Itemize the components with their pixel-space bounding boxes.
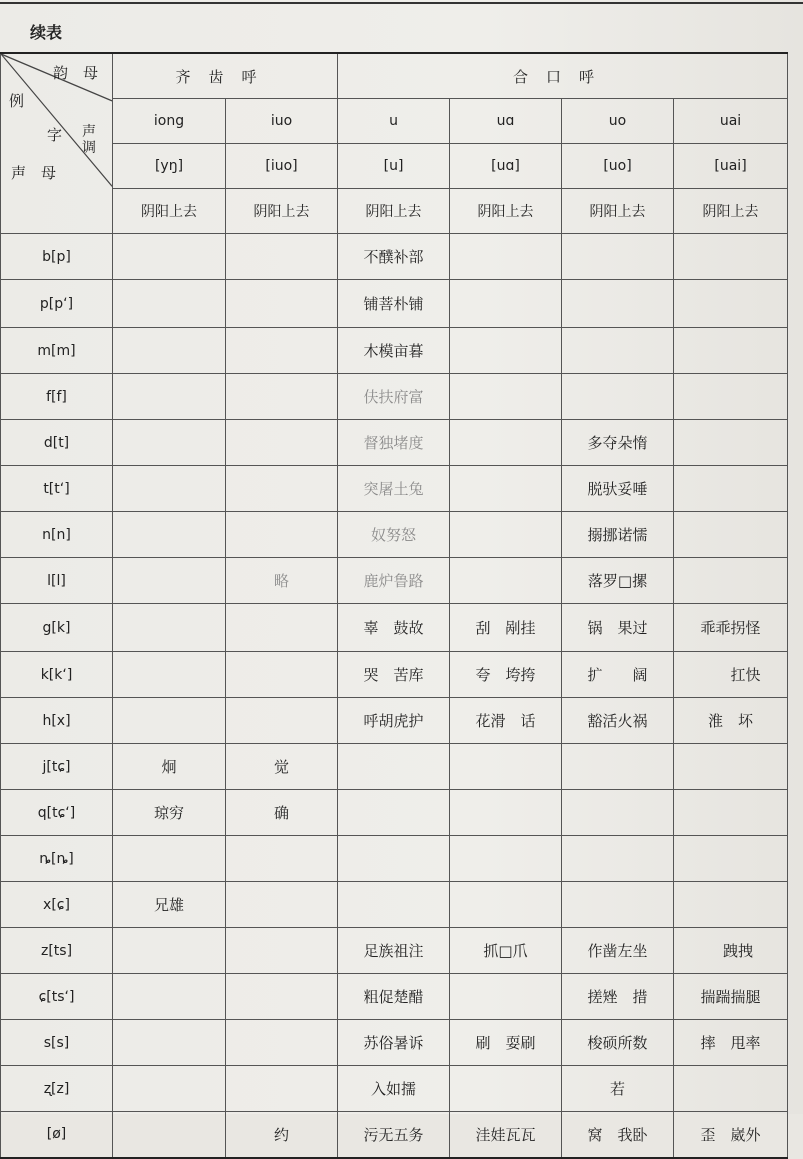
- example-cell: 伕扶府富: [338, 374, 450, 420]
- example-cell: 摔 甩率: [674, 1020, 788, 1066]
- example-cell: [450, 1066, 562, 1112]
- corner-cell: [1, 53, 113, 234]
- initial-cell: f[f]: [1, 374, 113, 420]
- example-cell: [226, 420, 338, 466]
- example-cell: 鹿炉鲁路: [338, 558, 450, 604]
- corner-shengdiao: 声调: [82, 124, 96, 156]
- initial-cell: g[k]: [1, 604, 113, 652]
- example-cell: 约: [226, 1112, 338, 1158]
- corner-shengmu: 声 母: [11, 164, 57, 182]
- initial-cell: s[s]: [1, 1020, 113, 1066]
- example-cell: [450, 974, 562, 1020]
- example-cell: 扛快: [674, 652, 788, 698]
- top-rule: [0, 2, 803, 4]
- example-cell: [226, 466, 338, 512]
- initial-cell: t[t‘]: [1, 466, 113, 512]
- col-pinyin: iong: [113, 99, 226, 144]
- example-cell: [562, 790, 674, 836]
- initial-cell: ʐ[z]: [1, 1066, 113, 1112]
- initial-cell: n[n]: [1, 512, 113, 558]
- example-cell: [113, 466, 226, 512]
- col-tones: 阴阳上去: [674, 189, 788, 234]
- example-cell: 兄雄: [113, 882, 226, 928]
- table-row: [1, 1020, 788, 1066]
- example-cell: [113, 974, 226, 1020]
- example-cell: [562, 280, 674, 328]
- table-row: [1, 420, 788, 466]
- col-pinyin: uɑ: [450, 99, 562, 144]
- example-cell: [450, 328, 562, 374]
- example-cell: 辜 鼓故: [338, 604, 450, 652]
- example-cell: [338, 882, 450, 928]
- example-cell: 锅 果过: [562, 604, 674, 652]
- vowel-table: [0, 52, 788, 1159]
- example-cell: [450, 558, 562, 604]
- example-cell: [226, 604, 338, 652]
- col-ipa: [uɑ]: [450, 144, 562, 189]
- initial-cell: q[tɕ‘]: [1, 790, 113, 836]
- example-cell: [113, 652, 226, 698]
- table-row: [1, 512, 788, 558]
- example-cell: 苏俗暑诉: [338, 1020, 450, 1066]
- table-row: [1, 466, 788, 512]
- table-row: [1, 234, 788, 280]
- example-cell: [226, 698, 338, 744]
- table-row: [1, 698, 788, 744]
- table-caption: 续表: [30, 23, 63, 42]
- example-cell: 搦挪诺懦: [562, 512, 674, 558]
- group-header-row: [1, 53, 788, 99]
- initial-cell: b[p]: [1, 234, 113, 280]
- example-cell: 粗促楚醋: [338, 974, 450, 1020]
- table-row: [1, 974, 788, 1020]
- example-cell: 呼胡虎护: [338, 698, 450, 744]
- example-cell: 奴努怒: [338, 512, 450, 558]
- example-cell: [562, 744, 674, 790]
- table-row: [1, 1066, 788, 1112]
- col-ipa: [uai]: [674, 144, 788, 189]
- example-cell: [674, 234, 788, 280]
- table-row: [1, 744, 788, 790]
- example-cell: 督独堵度: [338, 420, 450, 466]
- col-pinyin: uo: [562, 99, 674, 144]
- group-qichihu: 齐齿呼: [113, 53, 338, 99]
- col-tones: 阴阳上去: [562, 189, 674, 234]
- example-cell: 揣踹揣腿: [674, 974, 788, 1020]
- col-ipa: [yŋ]: [113, 144, 226, 189]
- example-cell: 跩拽: [674, 928, 788, 974]
- example-cell: [113, 836, 226, 882]
- initial-cell: z[ts]: [1, 928, 113, 974]
- example-cell: [113, 928, 226, 974]
- table-row: [1, 1112, 788, 1158]
- example-cell: 扩 阔: [562, 652, 674, 698]
- example-cell: [226, 836, 338, 882]
- example-cell: [226, 234, 338, 280]
- example-cell: [338, 790, 450, 836]
- example-cell: [113, 512, 226, 558]
- col-tones: 阴阳上去: [450, 189, 562, 234]
- col-ipa: [iuo]: [226, 144, 338, 189]
- example-cell: [674, 744, 788, 790]
- example-cell: [226, 374, 338, 420]
- col-pinyin: uai: [674, 99, 788, 144]
- example-cell: [562, 882, 674, 928]
- col-ipa: [uo]: [562, 144, 674, 189]
- example-cell: [338, 836, 450, 882]
- example-cell: [338, 744, 450, 790]
- example-cell: [674, 328, 788, 374]
- example-cell: [450, 882, 562, 928]
- example-cell: 木模亩暮: [338, 328, 450, 374]
- example-cell: 炯: [113, 744, 226, 790]
- example-cell: 落罗□摞: [562, 558, 674, 604]
- col-pinyin: iuo: [226, 99, 338, 144]
- example-cell: [113, 234, 226, 280]
- example-cell: 洼娃瓦瓦: [450, 1112, 562, 1158]
- example-cell: [113, 1112, 226, 1158]
- table-row: [1, 652, 788, 698]
- example-cell: [674, 280, 788, 328]
- example-cell: [113, 604, 226, 652]
- example-cell: 多夺朵惰: [562, 420, 674, 466]
- example-cell: 略: [226, 558, 338, 604]
- example-cell: 梭硕所数: [562, 1020, 674, 1066]
- example-cell: 作凿左坐: [562, 928, 674, 974]
- example-cell: [450, 280, 562, 328]
- col-ipa: [u]: [338, 144, 450, 189]
- example-cell: [226, 328, 338, 374]
- example-cell: [450, 744, 562, 790]
- table-row: [1, 328, 788, 374]
- group-hekouhu: 合口呼: [338, 53, 788, 99]
- col-tones: 阴阳上去: [226, 189, 338, 234]
- table-row: [1, 604, 788, 652]
- example-cell: [450, 374, 562, 420]
- example-cell: [450, 234, 562, 280]
- example-cell: 污无五务: [338, 1112, 450, 1158]
- example-cell: [113, 1020, 226, 1066]
- example-cell: 豁活火祸: [562, 698, 674, 744]
- example-cell: 淮 坏: [674, 698, 788, 744]
- example-cell: 若: [562, 1066, 674, 1112]
- example-cell: [674, 374, 788, 420]
- example-cell: [226, 882, 338, 928]
- example-cell: [562, 234, 674, 280]
- example-cell: [113, 1066, 226, 1112]
- tone-row: [1, 189, 788, 234]
- example-cell: [226, 652, 338, 698]
- initial-cell: k[k‘]: [1, 652, 113, 698]
- pinyin-row: [1, 99, 788, 144]
- example-cell: [226, 974, 338, 1020]
- example-cell: 花滑 话: [450, 698, 562, 744]
- corner-zi: 字: [47, 126, 63, 144]
- example-cell: [226, 280, 338, 328]
- initial-cell: [ø]: [1, 1112, 113, 1158]
- table-row: [1, 882, 788, 928]
- col-tones: 阴阳上去: [113, 189, 226, 234]
- example-cell: 确: [226, 790, 338, 836]
- table-row: [1, 836, 788, 882]
- example-cell: [450, 512, 562, 558]
- table-row: [1, 790, 788, 836]
- example-cell: [113, 374, 226, 420]
- example-cell: [674, 512, 788, 558]
- initial-cell: ȵ[ȵ]: [1, 836, 113, 882]
- example-cell: [226, 928, 338, 974]
- example-cell: 歪 崴外: [674, 1112, 788, 1158]
- example-cell: 脱驮妥唾: [562, 466, 674, 512]
- example-cell: [113, 280, 226, 328]
- initial-cell: l[l]: [1, 558, 113, 604]
- example-cell: [450, 790, 562, 836]
- example-cell: [674, 882, 788, 928]
- initial-cell: d[t]: [1, 420, 113, 466]
- example-cell: [674, 466, 788, 512]
- initial-cell: p[p‘]: [1, 280, 113, 328]
- initial-cell: x[ɕ]: [1, 882, 113, 928]
- corner-li: 例: [9, 92, 25, 110]
- example-cell: 哭 苦库: [338, 652, 450, 698]
- example-cell: [226, 1066, 338, 1112]
- table-row: [1, 928, 788, 974]
- ipa-row: [1, 144, 788, 189]
- initial-cell: ɕ[ts‘]: [1, 974, 113, 1020]
- example-cell: 不醭补部: [338, 234, 450, 280]
- example-cell: [226, 512, 338, 558]
- table-row: [1, 280, 788, 328]
- example-cell: 入如擩: [338, 1066, 450, 1112]
- example-cell: 足族祖注: [338, 928, 450, 974]
- example-cell: [450, 420, 562, 466]
- example-cell: [113, 420, 226, 466]
- example-cell: [674, 836, 788, 882]
- example-cell: 铺菩朴铺: [338, 280, 450, 328]
- example-cell: 夸 垮挎: [450, 652, 562, 698]
- example-cell: 刷 耍刷: [450, 1020, 562, 1066]
- table-body: [1, 234, 788, 1158]
- example-cell: [113, 558, 226, 604]
- example-cell: 琼穷: [113, 790, 226, 836]
- example-cell: [562, 836, 674, 882]
- example-cell: [226, 1020, 338, 1066]
- example-cell: 搓矬 措: [562, 974, 674, 1020]
- example-cell: [674, 1066, 788, 1112]
- example-cell: [562, 374, 674, 420]
- example-cell: [450, 836, 562, 882]
- example-cell: 窝 我卧: [562, 1112, 674, 1158]
- table-row: [1, 558, 788, 604]
- col-pinyin: u: [338, 99, 450, 144]
- initial-cell: m[m]: [1, 328, 113, 374]
- example-cell: 抓□爪: [450, 928, 562, 974]
- example-cell: [674, 558, 788, 604]
- example-cell: [113, 698, 226, 744]
- example-cell: [562, 328, 674, 374]
- example-cell: 突屠土兔: [338, 466, 450, 512]
- example-cell: [674, 790, 788, 836]
- initial-cell: h[x]: [1, 698, 113, 744]
- example-cell: [450, 466, 562, 512]
- col-tones: 阴阳上去: [338, 189, 450, 234]
- example-cell: 乖乖拐怪: [674, 604, 788, 652]
- example-cell: [113, 328, 226, 374]
- example-cell: 刮 剐挂: [450, 604, 562, 652]
- example-cell: [674, 420, 788, 466]
- initial-cell: j[tɕ]: [1, 744, 113, 790]
- example-cell: 觉: [226, 744, 338, 790]
- table-row: [1, 374, 788, 420]
- corner-yunmu: 韵 母: [53, 64, 99, 82]
